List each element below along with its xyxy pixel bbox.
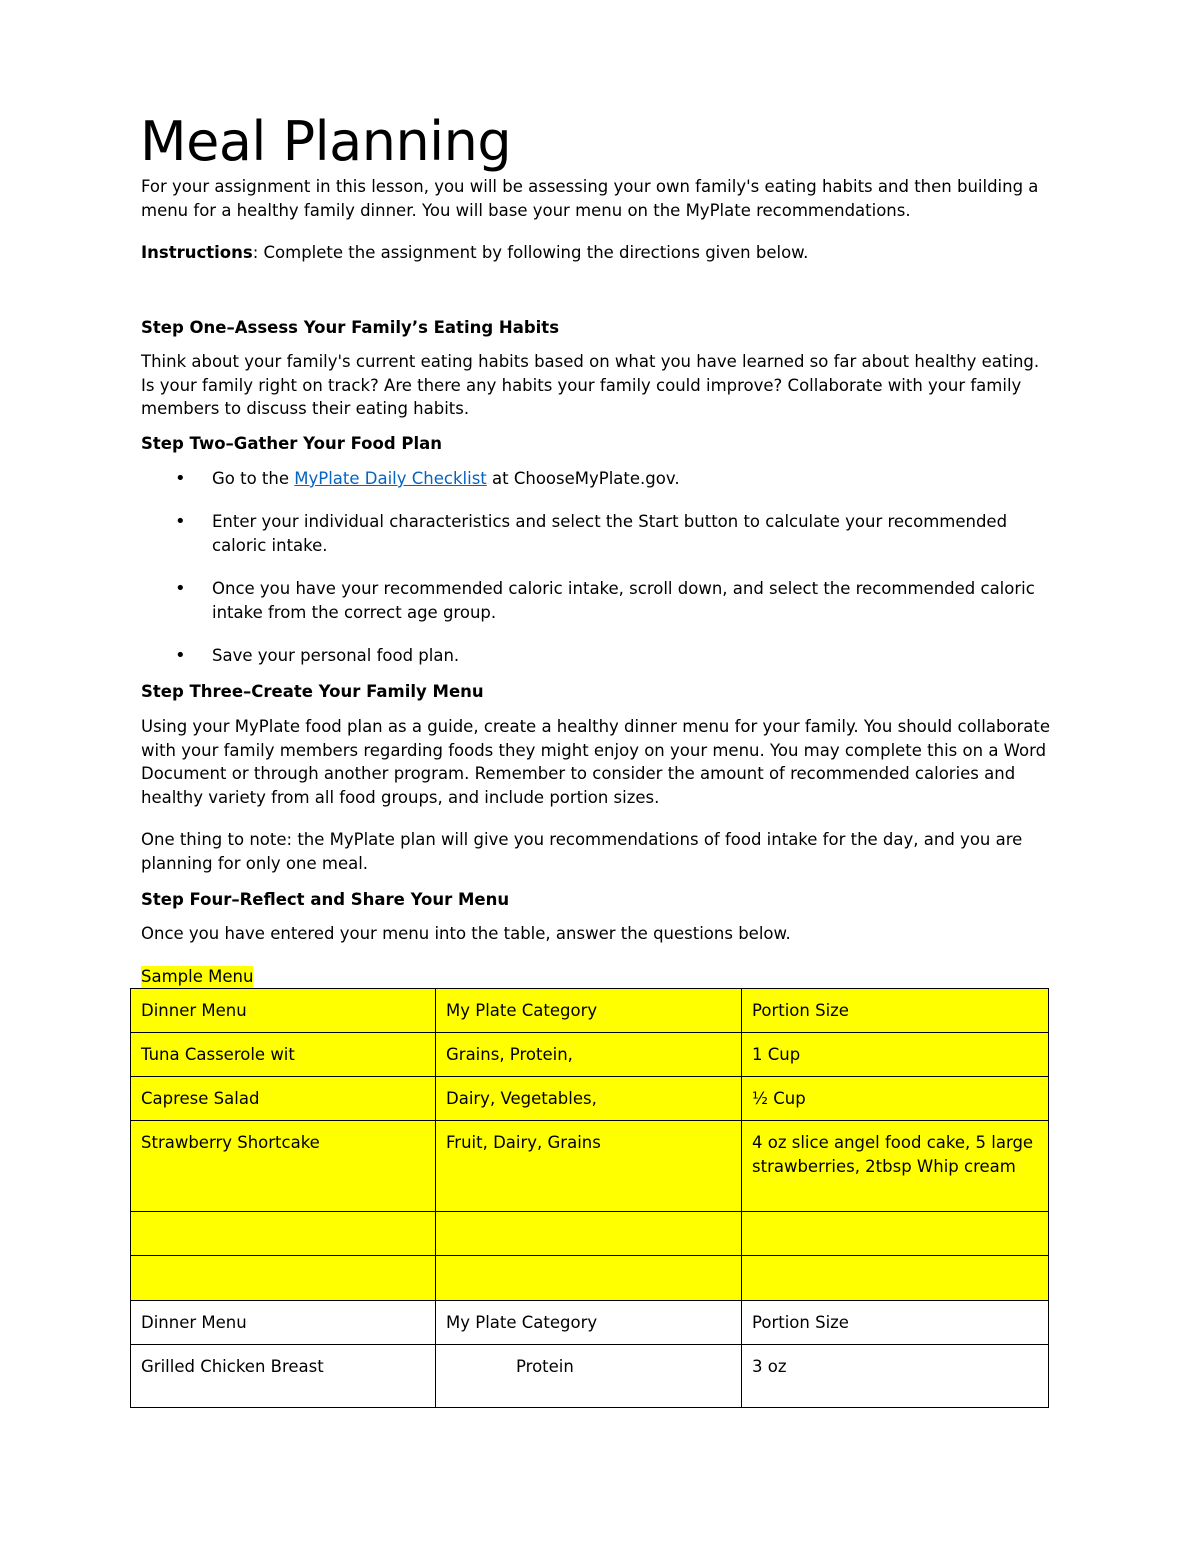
table-cell <box>131 1256 436 1301</box>
table-cell: Dinner Menu <box>131 1301 436 1345</box>
intro-paragraph: For your assignment in this lesson, you will be assessing your own family's eating habits and then building a menu for a healthy family dinner. You will base your menu on the MyPlate recommendations. <box>141 177 1039 220</box>
bullet-text <box>212 467 1062 491</box>
table-row <box>131 1033 1049 1077</box>
sample-menu-label: Sample Menu <box>141 967 254 986</box>
myplate-checklist-link[interactable]: MyPlate Daily Checklist <box>294 469 487 488</box>
bullet-glyph: • <box>175 578 186 599</box>
table-cell <box>742 1256 1049 1301</box>
table-cell: Fruit, Dairy, Grains <box>436 1121 742 1212</box>
table-cell: Caprese Salad <box>131 1077 436 1121</box>
table-cell: 1 Cup <box>742 1033 1049 1077</box>
table-cell: 4 oz slice angel food cake, 5 large strawberries, 2tbsp Whip cream <box>742 1121 1049 1212</box>
step-four-paragraph: Once you have entered your menu into the table, answer the questions below. <box>141 924 791 943</box>
bullet-text: Enter your individual characteristics and select the Start button to calculate your recommended caloric intake. <box>212 512 1008 555</box>
table-row <box>131 1256 1049 1301</box>
bullet-text: Once you have your recommended caloric intake, scroll down, and select the recommended caloric intake from the correct age group. <box>212 579 1035 622</box>
table-cell: Dinner Menu <box>131 989 436 1033</box>
table-cell: Strawberry Shortcake <box>131 1121 436 1212</box>
table-cell <box>436 1212 742 1256</box>
table-cell <box>742 1212 1049 1256</box>
table-row <box>131 989 1049 1033</box>
instructions-label: Instructions <box>141 243 253 262</box>
table-cell: Grilled Chicken Breast <box>131 1345 436 1408</box>
step-three-heading: Step Three–Create Your Family Menu <box>141 682 484 701</box>
table-cell: Protein <box>436 1345 742 1408</box>
table-row <box>131 1345 1049 1408</box>
table-row <box>131 1212 1049 1256</box>
table-cell: ½ Cup <box>742 1077 1049 1121</box>
bullet-glyph: • <box>175 511 186 532</box>
table-cell: 3 oz <box>742 1345 1049 1408</box>
table-cell: Portion Size <box>742 1301 1049 1345</box>
table-row <box>131 1121 1049 1212</box>
instructions-paragraph <box>141 241 1056 265</box>
menu-table <box>130 988 1049 1408</box>
step-four-heading: Step Four–Reflect and Share Your Menu <box>141 890 510 909</box>
step-one-heading: Step One–Assess Your Family’s Eating Habits <box>141 318 560 337</box>
step-one-paragraph: Think about your family's current eating habits based on what you have learned so far about healthy eating. Is your family right on track? Are there any habits your family could improve? Collaborate with your family members to discuss their eating habits. <box>141 352 1040 418</box>
instructions-text: : Complete the assignment by following the directions given below. <box>252 243 809 262</box>
table-cell: Portion Size <box>742 989 1049 1033</box>
table-cell: My Plate Category <box>436 989 742 1033</box>
table-cell: Dairy, Vegetables, <box>436 1077 742 1121</box>
table-cell: My Plate Category <box>436 1301 742 1345</box>
bullet-text: Save your personal food plan. <box>212 646 460 665</box>
table-cell: Tuna Casserole wit <box>131 1033 436 1077</box>
bullet-text-pre: Go to the <box>212 469 295 488</box>
step-three-note: One thing to note: the MyPlate plan will give you recommendations of food intake for the day, and you are planning for only one meal. <box>141 830 1023 873</box>
step-two-heading: Step Two–Gather Your Food Plan <box>141 434 443 453</box>
table-cell <box>131 1212 436 1256</box>
bullet-glyph: • <box>175 645 186 666</box>
table-row <box>131 1077 1049 1121</box>
step-three-paragraph: Using your MyPlate food plan as a guide, create a healthy dinner menu for your family. You should collaborate with your family members regarding foods they might enjoy on your menu. You may complete this on a Word Document or through another program. Remember to consider the amount of recommended calories and healthy variety from all food groups, and include portion sizes. <box>141 717 1051 807</box>
bullet-text-post: at ChooseMyPlate.gov. <box>486 469 680 488</box>
bullet-glyph: • <box>175 468 186 489</box>
table-cell <box>436 1256 742 1301</box>
table-cell: Grains, Protein, <box>436 1033 742 1077</box>
table-row <box>131 1301 1049 1345</box>
document-title: Meal Planning <box>140 110 512 173</box>
